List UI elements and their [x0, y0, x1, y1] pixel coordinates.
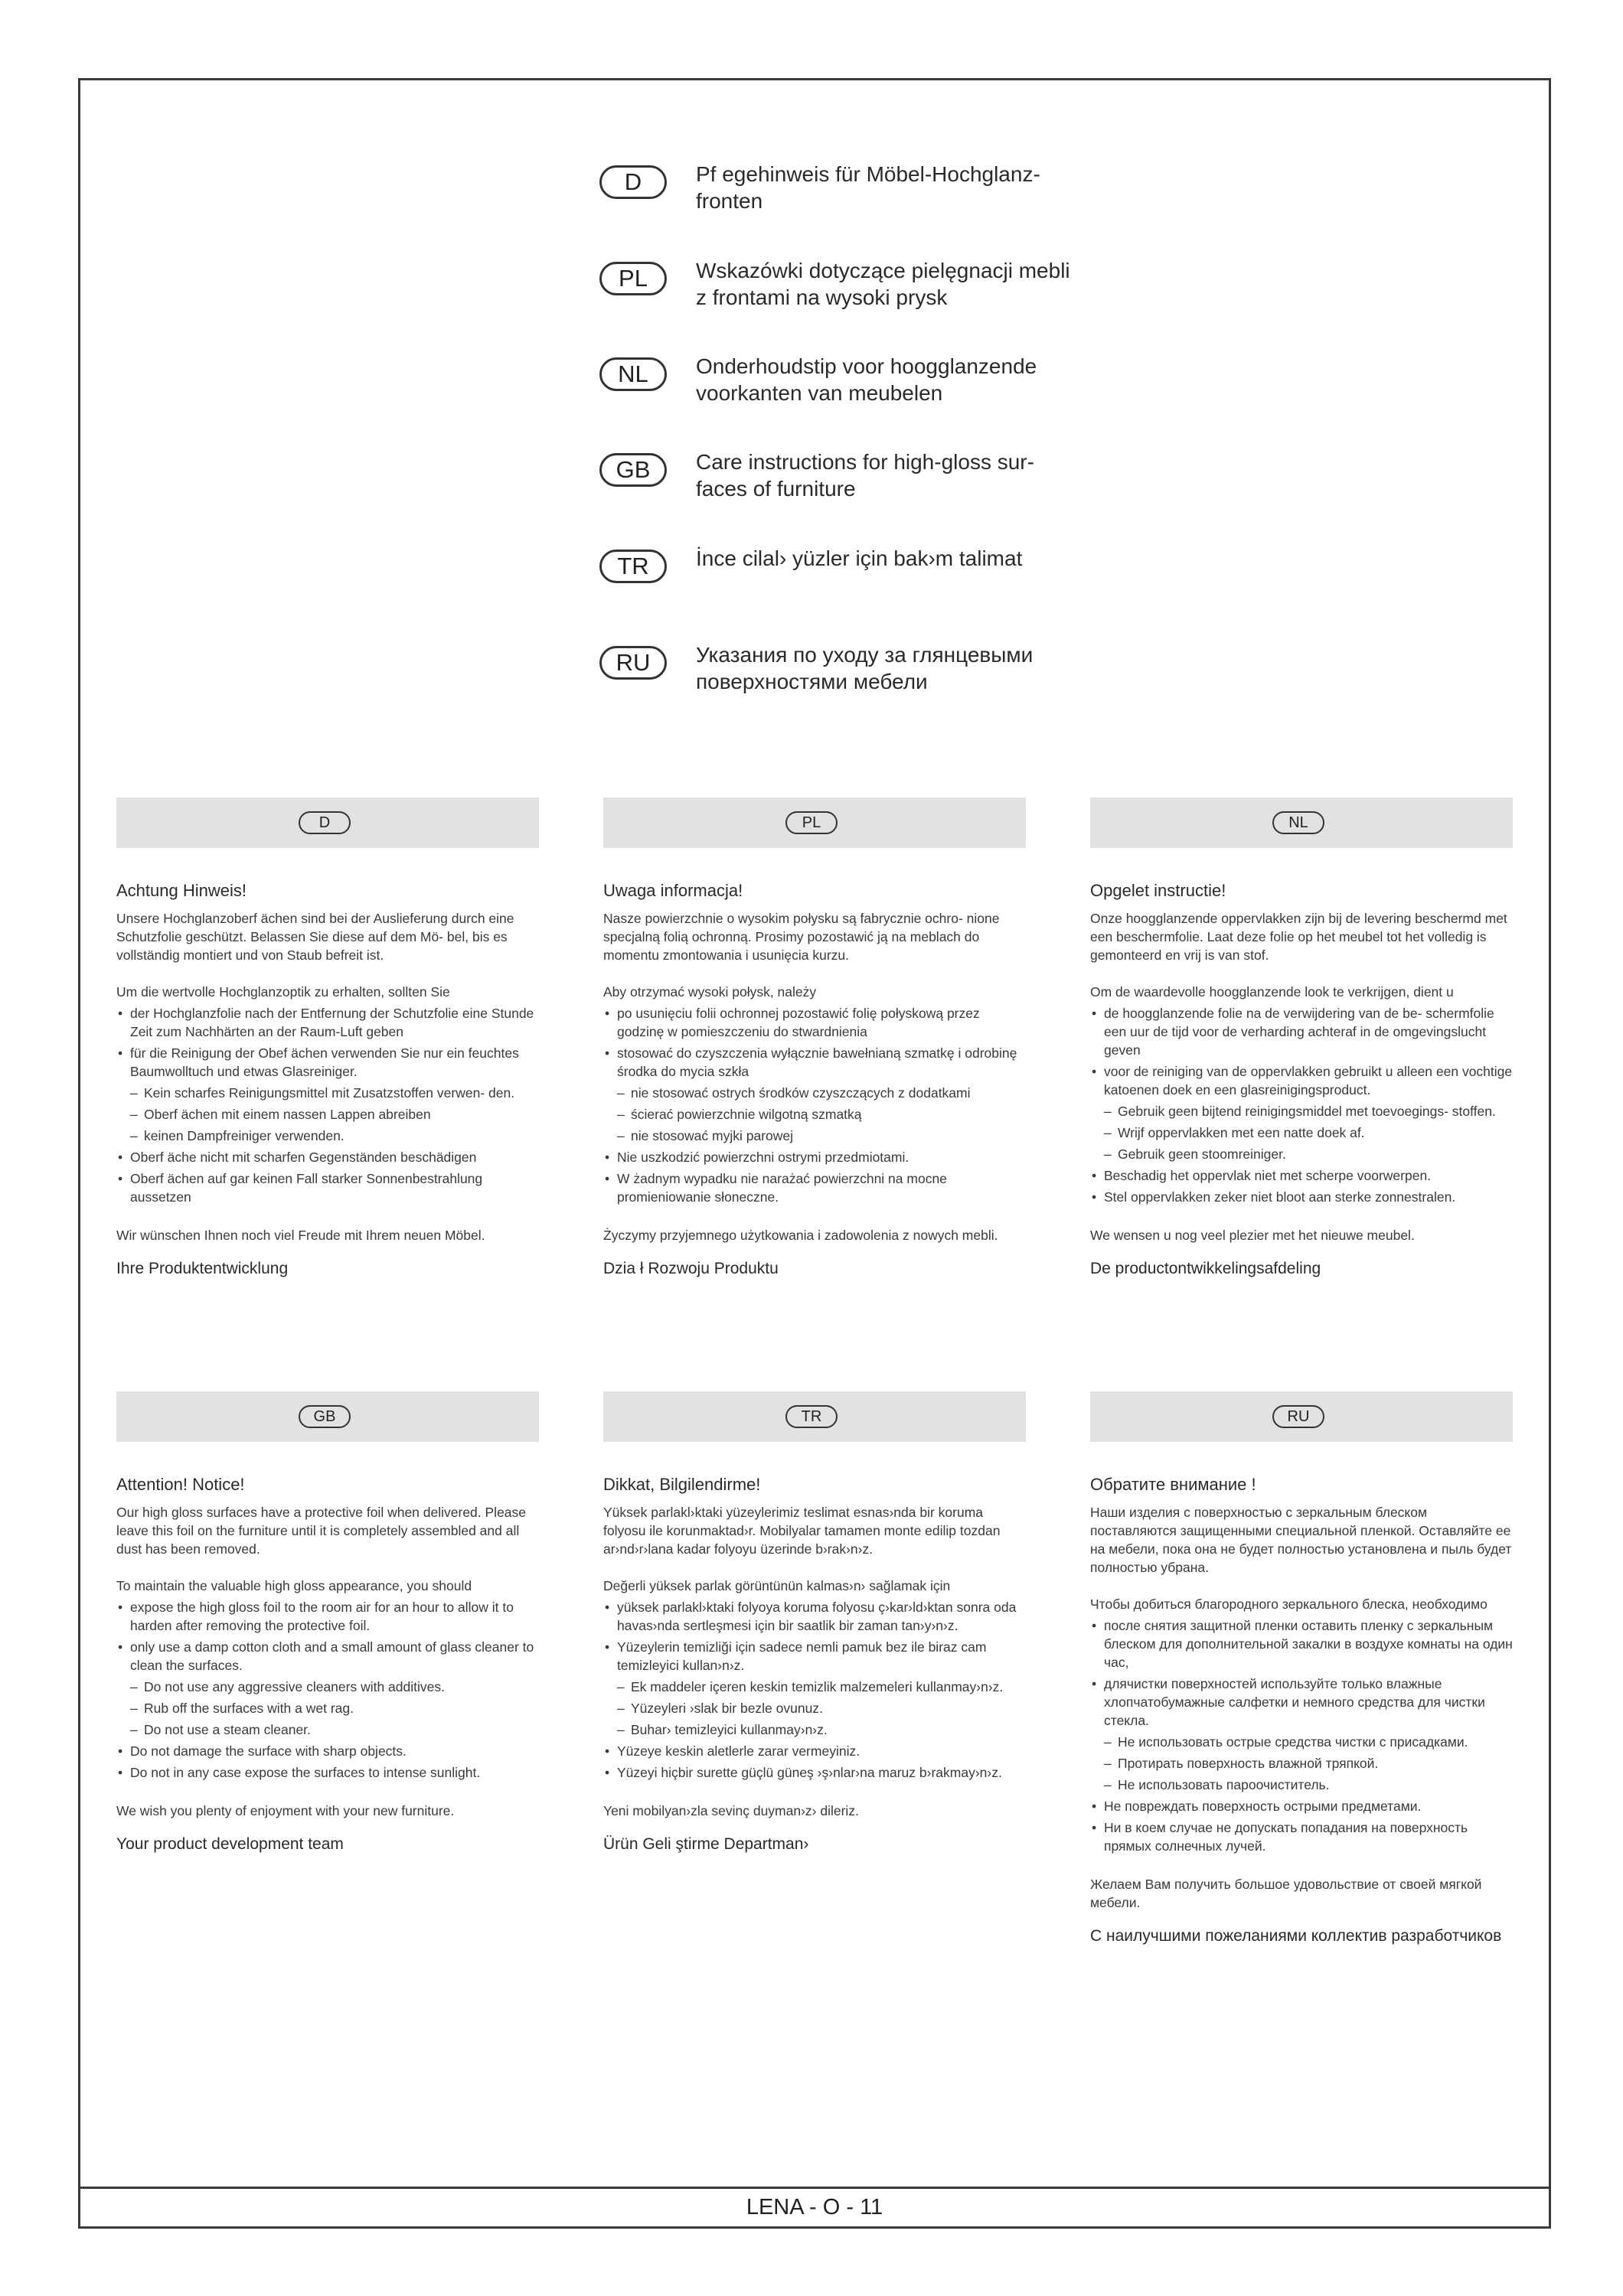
- section-bar-nl: [1090, 797, 1513, 848]
- bullet-item: • Yüzeylerin temizliği için sadece nemli pamuk bez ile biraz cam temizleyici kullan›n›z.: [603, 1638, 1026, 1675]
- bullet-item: • Do not in any case expose the surfaces to intense sunlight.: [116, 1763, 539, 1782]
- bullet-item: • W żadnym wypadku nie narażać powierzchni na mocne promieniowanie słoneczne.: [603, 1169, 1026, 1206]
- bullet-item: • für die Reinigung der Obef ächen verwenden Sie nur ein feuchtes Baumwolltuch und etwas Glasreiniger.: [116, 1044, 539, 1081]
- bullet-item: • stosować do czyszczenia wyłącznie bawełnianą szmatkę i odrobinę środka do mycia szkła: [603, 1044, 1026, 1081]
- dash-item: – ścierać powierzchnie wilgotną szmatką: [603, 1105, 1026, 1124]
- dash-item: – Rub off the surfaces with a wet rag.: [116, 1699, 539, 1717]
- section-signature: Your product development team: [116, 1835, 344, 1853]
- heading-text-tr: İnce cilal› yüzler için bak›m talimat: [696, 546, 1023, 570]
- dash-item: – Do not use a steam cleaner.: [116, 1720, 539, 1739]
- heading-text-gb: Care instructions for high-gloss sur- faces of furniture: [696, 450, 1034, 501]
- section-lead: Aby otrzymać wysoki połysk, należy: [603, 984, 817, 1000]
- section-intro: Наши изделия с поверхностью с зеркальным блеском поставляются защищенными специальной пленкой. Оставляйте ее на мебели, пока она не будет полностью установлена и пыль будет полностью убрана.: [1090, 1505, 1512, 1575]
- section-closing: We wensen u nog veel plezier met het nieuwe meubel.: [1090, 1228, 1415, 1243]
- dash-item: – Oberf ächen mit einem nassen Lappen abreiben: [116, 1105, 539, 1124]
- bullet-item: • Oberf äche nicht mit scharfen Gegenständen beschädigen: [116, 1148, 539, 1166]
- section-badge-gb: GB: [299, 1405, 351, 1428]
- section-body-pl: [603, 882, 1026, 1294]
- bullet-item: • Ни в коем случае не допускать попадания на поверхность прямых солнечных лучей.: [1090, 1818, 1513, 1855]
- bullet-item: • voor de reiniging van de oppervlakken gebruikt u alleen een vochtige katoenen doek en een glasreinigingsproduct.: [1090, 1062, 1513, 1099]
- section-lead: Om de waardevolle hoogglanzende look te verkrijgen, dient u: [1090, 984, 1454, 1000]
- bullet-item: • Do not damage the surface with sharp objects.: [116, 1742, 539, 1760]
- dash-item: – Kein scharfes Reinigungsmittel mit Zusatzstoffen verwen- den.: [116, 1084, 539, 1102]
- section-closing: Wir wünschen Ihnen noch viel Freude mit Ihrem neuen Möbel.: [116, 1228, 485, 1243]
- dash-item: – Gebruik geen bijtend reinigingsmiddel met toevoegings- stoffen.: [1090, 1102, 1513, 1120]
- dash-item: – Ek maddeler içeren keskin temizlik malzemeleri kullanmay›n›z.: [603, 1678, 1026, 1696]
- section-lead: Değerli yüksek parlak görüntünün kalmas›n› sağlamak için: [603, 1578, 951, 1593]
- section-title: Opgelet instructie!: [1090, 881, 1226, 900]
- lang-badge-gb: GB: [599, 453, 667, 487]
- lang-badge-pl: PL: [599, 262, 667, 295]
- section-badge-tr: TR: [785, 1405, 838, 1428]
- dash-item: – Протирать поверхность влажной тряпкой.: [1090, 1754, 1513, 1773]
- section-intro: Our high gloss surfaces have a protective foil when delivered. Please leave this foil on the furniture until it is completely assembled and all dust has been removed.: [116, 1505, 527, 1557]
- dash-item: – nie stosować myjki parowej: [603, 1127, 1026, 1145]
- section-intro: Yüksek parlakl›ktaki yüzeylerimiz teslimat esnas›nda bir koruma folyosu ile korunmaktad›r. Mobilyalar tamamen monte edilip tozdan ar›nd›r›lana kadar folyoyu üzerinde b›rak›n›z.: [603, 1505, 1001, 1557]
- heading-text-pl: Wskazówki dotyczące pielęgnacji mebli z frontami na wysoki prysk: [696, 259, 1070, 309]
- heading-d: [599, 161, 1120, 222]
- section-signature: Dzia ł Rozwoju Produktu: [603, 1260, 779, 1277]
- footer-label: LENA - O - 11: [746, 2195, 883, 2219]
- dash-item: – Buhar› temizleyici kullanmay›n›z.: [603, 1720, 1026, 1739]
- section-body-nl: [1090, 882, 1513, 1294]
- section-lead: Um die wertvolle Hochglanzoptik zu erhalten, sollten Sie: [116, 984, 450, 1000]
- section-bar-pl: [603, 797, 1026, 848]
- bullet-item: • po usunięciu folii ochronnej pozostawić folię połyskową przez godzinę w pomieszczeniu do stwardnienia: [603, 1004, 1026, 1041]
- section-signature: Ihre Produktentwicklung: [116, 1260, 289, 1277]
- heading-text-d: Pf egehinweis für Möbel-Hochglanz- fronten: [696, 162, 1040, 213]
- section-title: Uwaga informacja!: [603, 881, 743, 900]
- section-closing: Życzymy przyjemnego użytkowania i zadowolenia z nowych mebli.: [603, 1228, 998, 1243]
- bullet-item: • only use a damp cotton cloth and a small amount of glass cleaner to clean the surfaces.: [116, 1638, 539, 1675]
- heading-nl: [599, 353, 1120, 414]
- section-intro: Unsere Hochglanzoberf ächen sind bei der Auslieferung durch eine Schutzfolie geschützt. Belassen Sie diese auf dem Mö- bel, bis es vollständig montiert und von Staub befreit ist.: [116, 911, 514, 963]
- dash-item: – Yüzeyleri ›slak bir bezle ovunuz.: [603, 1699, 1026, 1717]
- bullet-item: • Nie uszkodzić powierzchni ostrymi przedmiotami.: [603, 1148, 1026, 1166]
- heading-text-nl: Onderhoudstip voor hoogglanzende voorkanten van meubelen: [696, 354, 1037, 405]
- section-bar-d: [116, 797, 539, 848]
- bullet-item: • expose the high gloss foil to the room air for an hour to allow it to harden after removing the protective foil.: [116, 1598, 539, 1635]
- dash-item: – Не использовать пароочиститель.: [1090, 1776, 1513, 1794]
- section-closing: Желаем Вам получить большое удовольствие от своей мягкой мебели.: [1090, 1877, 1482, 1910]
- bullet-item: • de hoogglanzende folie na de verwijdering van de be- schermfolie een uur de tijd voor de verharding achteraf in de omgevingslucht geven: [1090, 1004, 1513, 1059]
- lang-badge-nl: NL: [599, 357, 667, 391]
- section-lead: To maintain the valuable high gloss appearance, you should: [116, 1578, 472, 1593]
- section-bar-gb: [116, 1391, 539, 1442]
- heading-ru: [599, 641, 1120, 703]
- bullet-item: • Yüzeyi hiçbir surette güçlü güneş ›ş›nlar›na maruz b›rakmay›n›z.: [603, 1763, 1026, 1782]
- section-title: Dikkat, Bilgilendirme!: [603, 1475, 761, 1494]
- lang-badge-d: D: [599, 165, 667, 199]
- section-body-ru: [1090, 1476, 1513, 1962]
- section-badge-pl: PL: [785, 811, 838, 834]
- bullet-item: • длячистки поверхностей используйте только влажные хлопчатобумажные салфетки и немного средства для чистки стекла.: [1090, 1675, 1513, 1730]
- section-signature: De productontwikkelingsafdeling: [1090, 1260, 1321, 1277]
- heading-tr: [599, 545, 1120, 606]
- heading-gb: [599, 448, 1120, 510]
- bullet-item: • yüksek parlakl›ktaki folyoya koruma folyosu ç›kar›ld›ktan sonra oda havas›nda sertleşmesi için bir saatlik bir zaman tan›y›n›z.: [603, 1598, 1026, 1635]
- bullet-item: • Oberf ächen auf gar keinen Fall starker Sonnenbestrahlung aussetzen: [116, 1169, 539, 1206]
- section-bar-tr: [603, 1391, 1026, 1442]
- lang-badge-tr: TR: [599, 550, 667, 583]
- bullet-item: • Yüzeye keskin aletlerle zarar vermeyiniz.: [603, 1742, 1026, 1760]
- dash-item: – Do not use any aggressive cleaners with additives.: [116, 1678, 539, 1696]
- section-closing: We wish you plenty of enjoyment with your new furniture.: [116, 1803, 455, 1818]
- section-intro: Onze hoogglanzende oppervlakken zijn bij de levering beschermd met een beschermfolie. Laat deze folie op het meubel tot het volledig is gemonteerd en vrij is van stof.: [1090, 911, 1507, 963]
- section-lead: Чтобы добиться благородного зеркального блеска, необходимо: [1090, 1596, 1487, 1612]
- section-title: Обратите внимание !: [1090, 1475, 1256, 1494]
- bullet-item: • Beschadig het oppervlak niet met scherpe voorwerpen.: [1090, 1166, 1513, 1185]
- section-badge-d: D: [299, 811, 351, 834]
- bullet-item: • der Hochglanzfolie nach der Entfernung der Schutzfolie eine Stunde Zeit zum Nachhärten an der Raum-Luft geben: [116, 1004, 539, 1041]
- heading-pl: [599, 257, 1120, 318]
- bullet-item: • Stel oppervlakken zeker niet bloot aan sterke zonnestralen.: [1090, 1188, 1513, 1206]
- bullet-item: • Не повреждать поверхность острыми предметами.: [1090, 1797, 1513, 1815]
- section-intro: Nasze powierzchnie o wysokim połysku są fabrycznie ochro- nione specjalną folią ochronną. Prosimy pozostawić ją na meblach do momentu zmontowania i usunięcia kurzu.: [603, 911, 1000, 963]
- dash-item: – nie stosować ostrych środków czyszczących z dodatkami: [603, 1084, 1026, 1102]
- footer-divider: [78, 2187, 1551, 2189]
- lang-badge-ru: RU: [599, 646, 667, 680]
- bullet-item: • после снятия защитной пленки оставить пленку с зеркальным блеском для дополнительной закалки в воздухе комнаты на один час,: [1090, 1616, 1513, 1671]
- section-body-gb: [116, 1476, 539, 1870]
- section-title: Achtung Hinweis!: [116, 881, 247, 900]
- section-title: Attention! Notice!: [116, 1475, 245, 1494]
- section-badge-nl: NL: [1272, 811, 1324, 834]
- section-badge-ru: RU: [1272, 1405, 1324, 1428]
- section-bar-ru: [1090, 1391, 1513, 1442]
- dash-item: – Gebruik geen stoomreiniger.: [1090, 1145, 1513, 1163]
- section-body-d: [116, 882, 539, 1294]
- heading-text-ru: Указания по уходу за глянцевыми поверхностями мебели: [696, 643, 1034, 693]
- dash-item: – Не использовать острые средства чистки с присадками.: [1090, 1733, 1513, 1751]
- section-signature: С наилучшими пожеланиями коллектив разработчиков: [1090, 1927, 1502, 1945]
- section-body-tr: [603, 1476, 1026, 1870]
- dash-item: – keinen Dampfreiniger verwenden.: [116, 1127, 539, 1145]
- dash-item: – Wrijf oppervlakken met een natte doek af.: [1090, 1124, 1513, 1142]
- section-closing: Yeni mobilyan›zla sevinç duyman›z› dileriz.: [603, 1803, 859, 1818]
- section-signature: Ürün Geli ştirme Departman›: [603, 1835, 809, 1853]
